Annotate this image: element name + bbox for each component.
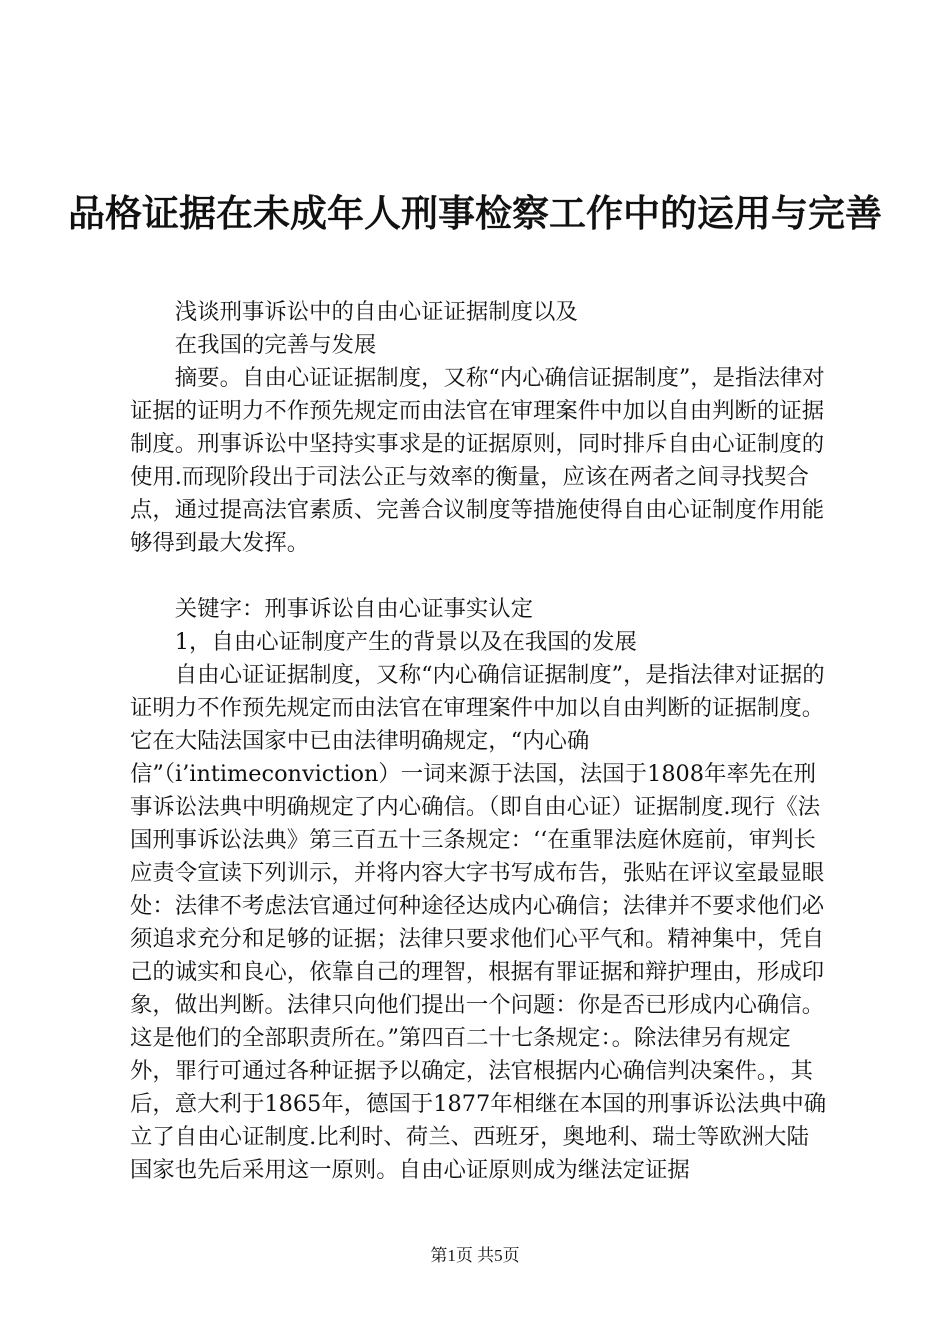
section-heading: 1，自由心证制度产生的背景以及在我国的发展 xyxy=(174,629,637,655)
page-footer: 第1页 共5页 xyxy=(430,1246,520,1265)
abstract-paragraph: 摘要。自由心证证据制度，又称“内心确信证据制度”，是指法律对证据的证明力不作预先规定而由法官在审理案件中加以自由判断的证据制度。刑事诉讼中坚持实事求是的证据原则，同时排斥自由心证制度的使用.而现阶段出于司法公正与效率的衡量，应该在两者之间寻找契合点，通过提高法官素质、完善合议制度等措施使得自由心证制度作用能够得到最大发挥。 xyxy=(130,365,825,556)
document-title: 品格证据在未成年人刑事检察工作中的运用与完善 xyxy=(68,192,882,235)
subtitle-line-2: 在我国的完善与发展 xyxy=(174,332,377,358)
document-body xyxy=(130,296,830,1187)
keywords-line: 关键字：刑事诉讼自由心证事实认定 xyxy=(174,596,534,622)
subtitle-line-1: 浅谈刑事诉讼中的自由心证证据制度以及 xyxy=(174,299,578,325)
body-paragraph: 自由心证证据制度，又称“内心确信证据制度”，是指法律对证据的证明力不作预先规定而由法官在审理案件中加以自由判断的证据制度。它在大陆法国家中已由法律明确规定，“内心确信”（i’intimeconviction）一词来源于法国，法国于1808年率先在刑事诉讼法典中明确规定了内心确信。（即自由心证）证据制度.现行《法国刑事诉讼法典》第三百五十三条规定：‘‘在重罪法庭休庭前，审判长应责令宣读下列训示，并将内容大字书写成布告，张贴在评议室最显眼处：法律不考虑法官通过何种途径达成内心确信；法律并不要求他们必须追求充分和足够的证据；法律只要求他们心平气和。精神集中，凭自己的诚实和良心，依靠自己的理智，根据有罪证据和辩护理由，形成印象，做出判断。法律只向他们提出一个问题：你是否已形成内心确信。这是他们的全部职责所在。”第四百二十七条规定：。除法律另有规定外，罪行可通过各种证据予以确定，法官根据内心确信判决案件。，其后，意大利于1865年，德国于1877年相继在本国的刑事诉讼法典中确立了自由心证制度.比利时、荷兰、西班牙，奥地利、瑞士等欧洲大陆国家也先后采用这一原则。自由心证原则成为继法定证据 xyxy=(130,662,827,1183)
